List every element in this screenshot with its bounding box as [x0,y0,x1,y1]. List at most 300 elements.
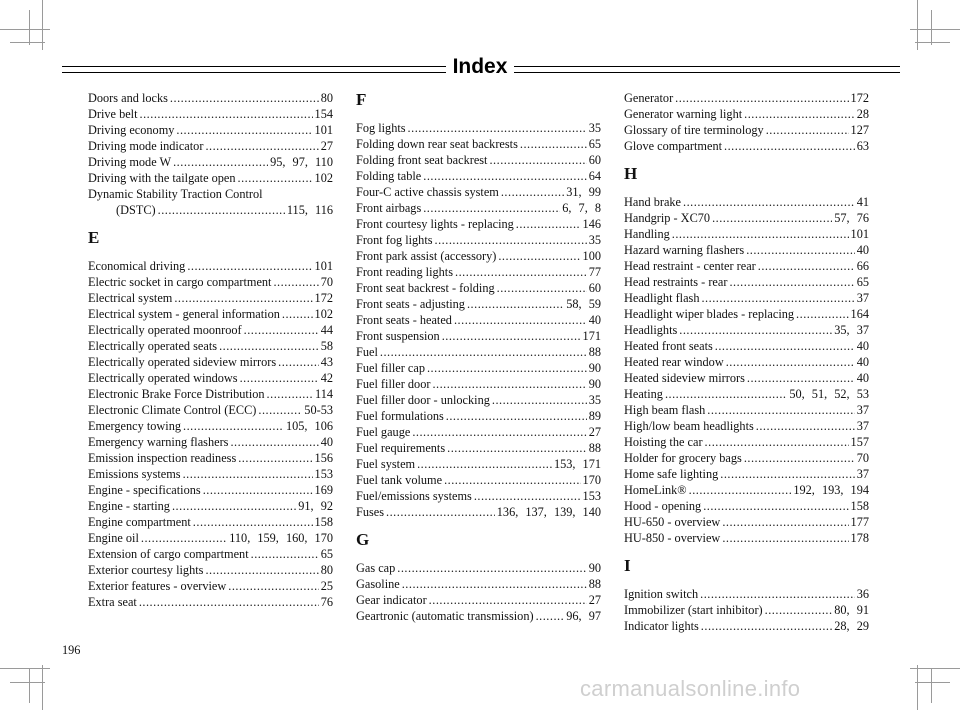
index-entry-term: Headlights [624,323,678,337]
index-entry-term: Handgrip - XC70 [624,211,711,225]
index-entry [88,562,333,578]
index-entry-pages: 80 [320,91,333,105]
index-entry-term: Electrical system - general information [88,307,280,321]
index-entry [356,296,601,312]
index-entry-pages: 96, 97 [566,609,601,623]
dot-leader [707,402,854,418]
crop-mark [931,10,932,45]
index-entry-pages: 27 [588,593,601,607]
index-entry-pages: 153 [582,489,601,503]
dot-leader [230,434,318,450]
index-entry [624,322,869,338]
crop-mark [915,42,950,43]
dot-leader [474,488,581,504]
index-entry-pages: 6, 7, 8 [562,201,601,215]
crop-mark [910,668,960,669]
crop-mark [29,10,30,45]
index-entry-pages: 90 [588,561,601,575]
index-entry [88,90,333,106]
index-entry [624,354,869,370]
dot-leader [205,562,318,578]
dot-leader [726,354,855,370]
index-entry [624,530,869,546]
index-group-g [356,560,601,624]
index-entry-pages: 40 [588,313,601,327]
index-entry-term: Heating [624,387,663,401]
index-entry-term: Driving mode indicator [88,139,204,153]
index-entry [356,344,601,360]
index-entry-term: Exterior courtesy lights [88,563,204,577]
dot-leader [244,322,319,338]
crop-mark [29,668,30,703]
dot-leader [447,440,587,456]
dot-leader [497,280,587,296]
index-entry-term: HomeLink® [624,483,687,497]
index-entry [88,402,333,418]
index-entry-pages: 178 [850,531,869,545]
dot-leader [683,194,855,210]
index-entry-term: Engine - specifications [88,483,201,497]
index-entry-term: Front airbags [356,201,422,215]
dot-leader [766,122,849,138]
index-entry-pages: 28, 29 [834,619,869,633]
index-entry [88,594,333,610]
index-entry [624,210,869,226]
crop-mark [917,665,918,710]
index-group-h [624,194,869,546]
index-entry [356,328,601,344]
dot-leader [174,290,312,306]
index-entry-pages: 66 [856,259,869,273]
dot-leader [665,386,787,402]
index-entry-term: Head restraints - rear [624,275,728,289]
index-entry-term: Electronic Climate Control (ECC) [88,403,257,417]
index-entry-pages: 156 [314,451,333,465]
index-entry-pages: 37 [856,467,869,481]
dot-leader [756,418,855,434]
dot-leader [715,338,855,354]
dot-leader [139,594,319,610]
index-entry-term: Fuel gauge [356,425,411,439]
index-entry-pages: 64 [588,169,601,183]
dot-leader [498,248,580,264]
index-entry [624,122,869,138]
index-entry [88,370,333,386]
index-entry-term: Home safe lighting [624,467,719,481]
index-entry-term: Glossary of tire terminology [624,123,764,137]
index-entry-term: Generator warning light [624,107,743,121]
index-entry-term: Front park assist (accessory) [356,249,497,263]
index-entry-pages: 35 [588,393,601,407]
index-entry-term: Emissions systems [88,467,181,481]
dot-leader [672,226,849,242]
index-entry-pages: 158 [314,515,333,529]
index-entry [88,186,333,202]
dot-leader [423,200,560,216]
index-column-2 [356,90,601,624]
index-entry-term: Fuel [356,345,378,359]
index-entry-pages: 40 [856,339,869,353]
dot-leader [746,242,855,258]
index-entry-pages: 60 [588,281,601,295]
dot-leader [402,576,587,592]
index-entry-term: Gear indicator [356,593,427,607]
index-entry-pages: 35, 37 [834,323,869,337]
index-entry [88,258,333,274]
dot-leader [712,210,832,226]
index-entry [356,264,601,280]
dot-leader [238,170,313,186]
index-entry-pages: 88 [588,441,601,455]
index-entry-pages: 153, 171 [553,457,601,471]
index-entry-pages: 40 [856,355,869,369]
index-entry-pages: 101 [314,123,333,137]
index-entry-term: Front seats - heated [356,313,452,327]
dot-leader [386,504,495,520]
index-letter-g: G [356,530,370,549]
index-entry-pages: 102 [314,307,333,321]
index-entry [356,392,601,408]
index-entry-pages: 114 [315,387,333,401]
dot-leader [429,592,587,608]
index-entry [356,608,601,624]
index-entry [624,194,869,210]
index-entry-pages: 90 [588,361,601,375]
dot-leader [397,560,586,576]
index-entry-term: Front suspension [356,329,440,343]
index-entry-pages: 157 [850,435,869,449]
index-entry-pages: 41 [856,195,869,209]
dot-leader [501,184,564,200]
page-title: Index [452,55,508,78]
dot-leader [747,370,855,386]
index-entry-pages: 192, 193, 194 [793,483,869,497]
dot-leader [700,586,855,602]
index-entry [356,488,601,504]
index-entry-pages: 77 [588,265,601,279]
index-entry-pages: 40 [320,435,333,449]
index-entry [88,434,333,450]
index-entry [624,306,869,322]
dot-leader [758,258,855,274]
index-entry-term: Electrically operated sideview mirrors [88,355,277,369]
index-entry-term: (DSTC) [116,203,156,217]
dot-leader [442,328,581,344]
index-entry-pages: 35 [588,121,601,135]
index-entry [88,138,333,154]
dot-leader [705,434,849,450]
index-entry [356,376,601,392]
dot-leader [258,402,302,418]
index-entry-pages: 35 [588,233,601,247]
index-entry-pages: 44 [320,323,333,337]
index-entry-term: High/low beam headlights [624,419,754,433]
dot-leader [183,418,284,434]
index-entry-term: Fuel filler cap [356,361,425,375]
index-entry-pages: 172 [850,91,869,105]
dot-leader [689,482,792,498]
dot-leader [423,168,586,184]
index-letter-h: H [624,164,638,183]
index-entry-term: Handling [624,227,670,241]
index-entry-pages: 136, 137, 139, 140 [496,505,601,519]
index-entry-term: Fuel system [356,457,416,471]
index-entry [624,338,869,354]
index-entry [356,440,601,456]
index-entry-pages: 102 [314,171,333,185]
index-column-1 [88,90,333,610]
crop-mark [42,665,43,710]
dot-leader [412,424,586,440]
index-entry-pages: 27 [588,425,601,439]
index-entry-term: Electrical system [88,291,173,305]
index-entry-pages: 172 [314,291,333,305]
index-entry-term: Engine compartment [88,515,191,529]
dot-leader [701,618,832,634]
dot-leader [273,274,318,290]
index-entry-term: Glove compartment [624,139,723,153]
index-entry [624,602,869,618]
index-entry [88,418,333,434]
index-entry [624,274,869,290]
index-entry-pages: 50-53 [304,403,333,417]
dot-leader [140,106,313,122]
dot-leader [744,450,855,466]
index-entry-term: Electric socket in cargo compartment [88,275,272,289]
index-entry-term: Drive belt [88,107,138,121]
dot-leader [203,482,313,498]
index-entry-pages: 40 [856,371,869,385]
index-entry-term: Exterior features - overview [88,579,227,593]
index-group-f [356,120,601,520]
index-entry-pages: 65 [588,137,601,151]
index-entry-pages: 101 [314,259,333,273]
dot-leader [173,154,268,170]
index-entry-term: Four-C active chassis system [356,185,499,199]
index-entry [356,120,601,136]
index-entry [624,434,869,450]
dot-leader [492,392,587,408]
index-entry-term: Fuel/emissions systems [356,489,472,503]
dot-leader [765,602,833,618]
index-entry [356,216,601,232]
index-entry [624,418,869,434]
index-entry-term: Electronic Brake Force Distribution [88,387,265,401]
index-entry-term: Front fog lights [356,233,433,247]
index-entry-pages: 36 [856,587,869,601]
index-entry-pages: 37 [856,291,869,305]
dot-leader [141,530,227,546]
dot-leader [444,472,580,488]
index-entry [88,578,333,594]
index-entry-pages: 70 [856,451,869,465]
index-entry [356,576,601,592]
index-entry-pages: 40 [856,243,869,257]
index-entry [356,152,601,168]
index-entry-term: Folding table [356,169,422,183]
dot-leader [183,466,313,482]
index-entry-pages: 89 [588,409,601,423]
index-entry-term: Driving with the tailgate open [88,171,236,185]
index-entry-pages: 115, 116 [286,203,333,217]
index-entry [356,408,601,424]
index-entry [356,184,601,200]
index-entry [88,106,333,122]
index-entry [88,514,333,530]
crop-mark [910,29,960,30]
header-rule-left [62,66,446,73]
dot-leader [701,290,854,306]
dot-leader [158,202,285,218]
index-entry-term: Folding down rear seat backrests [356,137,518,151]
index-entry [624,402,869,418]
index-entry-term: Driving economy [88,123,175,137]
index-entry-pages: 80 [320,563,333,577]
index-entry [88,450,333,466]
index-entry [624,482,869,498]
index-entry [356,472,601,488]
dot-leader [417,456,552,472]
index-entry [88,338,333,354]
index-entry [88,546,333,562]
index-entry-term: Holder for grocery bags [624,451,742,465]
dot-leader [193,514,313,530]
index-entry [624,386,869,402]
index-entry [88,170,333,186]
index-entry [356,360,601,376]
crop-mark [10,42,45,43]
index-entry-pages: 31, 99 [566,185,601,199]
index-entry [88,306,333,322]
index-entry-term: Headlight wiper blades - replacing [624,307,795,321]
index-entry [356,200,601,216]
index-entry-term: Heated front seats [624,339,713,353]
index-column-3 [624,90,869,634]
index-entry-term: Gasoline [356,577,400,591]
index-entry-term: Heated rear window [624,355,724,369]
dot-leader [724,138,855,154]
index-entry [624,618,869,634]
index-entry-pages: 158 [850,499,869,513]
index-entry-term: Electrically operated seats [88,339,218,353]
index-entry-pages: 60 [588,153,601,167]
index-entry [624,90,869,106]
index-entry-term: Front reading lights [356,265,454,279]
index-letter-f: F [356,90,367,109]
index-entry-pages: 127 [850,123,869,137]
index-entry-term: High beam flash [624,403,706,417]
index-entry-pages: 101 [850,227,869,241]
index-entry-pages: 110, 159, 160, 170 [229,531,333,545]
index-entry-term: Front seats - adjusting [356,297,465,311]
index-entry-pages: 63 [856,139,869,153]
index-entry [624,138,869,154]
index-entry-term: Fuel filler door - unlocking [356,393,490,407]
index-entry-term: Emergency towing [88,419,182,433]
index-entry-term: Electrically operated windows [88,371,238,385]
index-entry [624,466,869,482]
dot-leader [228,578,318,594]
dot-leader [722,530,848,546]
index-entry [624,498,869,514]
index-entry-pages: 154 [314,107,333,121]
dot-leader [446,408,587,424]
crop-mark [915,682,950,683]
dot-leader [675,90,848,106]
index-entry [624,514,869,530]
index-group-e [88,258,333,610]
index-entry-pages: 170 [582,473,601,487]
index-letter-i: I [624,556,631,575]
index-entry-pages: 28 [856,107,869,121]
index-entry [624,586,869,602]
dot-leader [454,312,587,328]
index-entry-pages: 80, 91 [834,603,869,617]
index-entry [624,370,869,386]
index-entry-term: Hoisting the car [624,435,703,449]
index-entry-pages: 105, 106 [285,419,333,433]
index-entry-term: Economical driving [88,259,186,273]
dot-leader [380,344,587,360]
index-entry [88,154,333,170]
index-entry-pages: 65 [320,547,333,561]
dot-leader [489,152,586,168]
index-entry [88,530,333,546]
index-entry-term: Headlight flash [624,291,700,305]
index-entry [88,498,333,514]
dot-leader [435,232,587,248]
index-entry [356,592,601,608]
index-entry-term: Indicator lights [624,619,699,633]
index-entry-term: Emergency warning flashers [88,435,229,449]
index-entry-pages: 58 [320,339,333,353]
header-rule-right [514,66,900,73]
dot-leader [720,466,854,482]
dot-leader [219,338,319,354]
dot-leader [238,450,312,466]
index-entry-pages: 169 [314,483,333,497]
index-entry-pages: 88 [588,345,601,359]
index-entry-term: Ignition switch [624,587,699,601]
index-entry-pages: 27 [320,139,333,153]
index-entry [88,466,333,482]
index-entry-pages: 164 [850,307,869,321]
index-entry [356,232,601,248]
index-entry [624,242,869,258]
index-entry [356,280,601,296]
dot-leader [282,306,313,322]
index-entry-pages: 100 [582,249,601,263]
dot-leader [170,90,319,106]
index-entry-term: Hood - opening [624,499,702,513]
index-entry-term: Fuel tank volume [356,473,443,487]
dot-leader [729,274,854,290]
dot-leader [432,376,586,392]
index-entry-term: Folding front seat backrest [356,153,488,167]
index-entry-pages: 171 [582,329,601,343]
index-entry-term: Hand brake [624,195,682,209]
index-entry-pages: 37 [856,403,869,417]
index-entry-pages: 177 [850,515,869,529]
index-entry-pages: 88 [588,577,601,591]
dot-leader [251,546,319,562]
dot-leader [176,122,312,138]
index-entry-term: Fuel formulations [356,409,444,423]
index-entry-term: Geartronic (automatic transmission) [356,609,534,623]
crop-mark [0,29,50,30]
dot-leader [427,360,587,376]
index-entry [356,504,601,520]
